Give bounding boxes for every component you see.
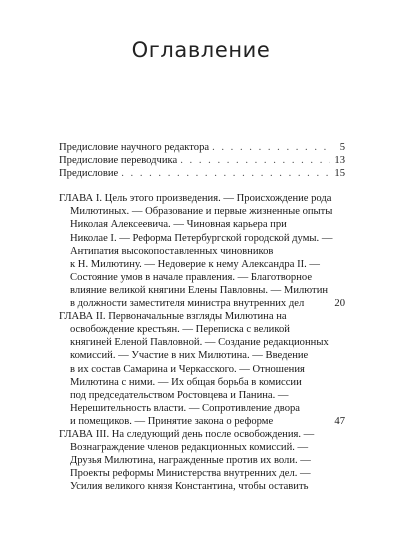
chapter-line: комиссий. — Участие в них Милютина. — Введение xyxy=(70,350,309,362)
chapter-line: Усилия великого князя Константина, чтобы оставить xyxy=(70,481,309,493)
chapter-line: в их состав Самарина и Черкасского. — Отношения xyxy=(70,363,305,375)
toc-entry[interactable] xyxy=(59,154,345,167)
toc-entry-page: 20 xyxy=(334,298,345,310)
chapter-line-text: в должности заместителя министра внутренних дел xyxy=(70,298,305,310)
dot-leader xyxy=(121,167,330,180)
chapter-line: Нерешительность власти. — Сопротивление двора xyxy=(70,402,301,414)
toc-entry-label: Предисловие научного редактора xyxy=(59,142,210,153)
chapter-line: Милютиных. — Образование и первые жизненные опыты xyxy=(70,206,333,218)
toc-entry-label: Предисловие переводчика xyxy=(59,155,178,167)
chapter-line: ГЛАВА III. На следующий день после освобождения. — xyxy=(59,428,315,440)
toc-entry-page: 5 xyxy=(339,142,345,153)
table-of-contents xyxy=(59,141,345,493)
toc-entry-page: 47 xyxy=(334,415,345,427)
chapter-line: под председательством Ростовцева и Панина. — xyxy=(70,389,289,401)
chapter-line: освобождение крестьян. — Переписка с великой xyxy=(70,324,290,336)
page-title: Оглавление xyxy=(131,38,271,62)
chapter-line: Милютина с ними. — Их общая борьба в комиссии xyxy=(70,376,302,388)
chapter-line: Состояние умов в начале правления. — Благотворное xyxy=(70,271,313,283)
chapter-line: ГЛАВА I. Цель этого произведения. — Происхождение рода xyxy=(59,193,332,205)
chapter-line: Антипатия высокопоставленных чиновников xyxy=(70,245,274,257)
dot-leader xyxy=(212,141,330,154)
toc-chapter-1[interactable] xyxy=(59,192,345,310)
toc-chapter-2[interactable] xyxy=(59,310,345,428)
chapter-line: ГЛАВА II. Первоначальные взгляды Милютина на xyxy=(59,311,287,323)
chapter-line xyxy=(59,297,345,310)
chapter-line: влияние великой княгини Елены Павловны. — Милютин xyxy=(70,284,329,296)
chapter-line xyxy=(59,415,345,428)
dot-leader xyxy=(180,154,330,167)
toc-chapter-3[interactable] xyxy=(59,428,345,493)
toc-entry-page: 13 xyxy=(334,155,345,167)
toc-entry-page: 15 xyxy=(334,168,345,180)
chapter-line: Николае I. — Реформа Петербургской городской думы. — xyxy=(70,232,333,244)
chapter-line: Проекты реформы Министерства внутренних дел. — xyxy=(70,468,311,480)
chapter-line: Вознаграждение членов редакционных комиссий. — xyxy=(70,442,309,454)
toc-entry[interactable] xyxy=(59,141,345,154)
chapter-line: княгиней Еленой Павловной. — Создание редакционных xyxy=(70,337,329,349)
toc-entry[interactable] xyxy=(59,167,345,180)
section-gap xyxy=(59,180,345,192)
chapter-line-text: и помещиков. — Принятие закона о реформе xyxy=(70,415,274,427)
chapter-line: Друзья Милютина, награжденные против их воли. — xyxy=(70,455,311,467)
chapter-line: к Н. Милютину. — Недоверие к нему Александра II. — xyxy=(70,258,321,270)
chapter-line: Николая Алексеевича. — Чиновная карьера при xyxy=(70,219,287,231)
toc-entry-label: Предисловие xyxy=(59,168,119,180)
